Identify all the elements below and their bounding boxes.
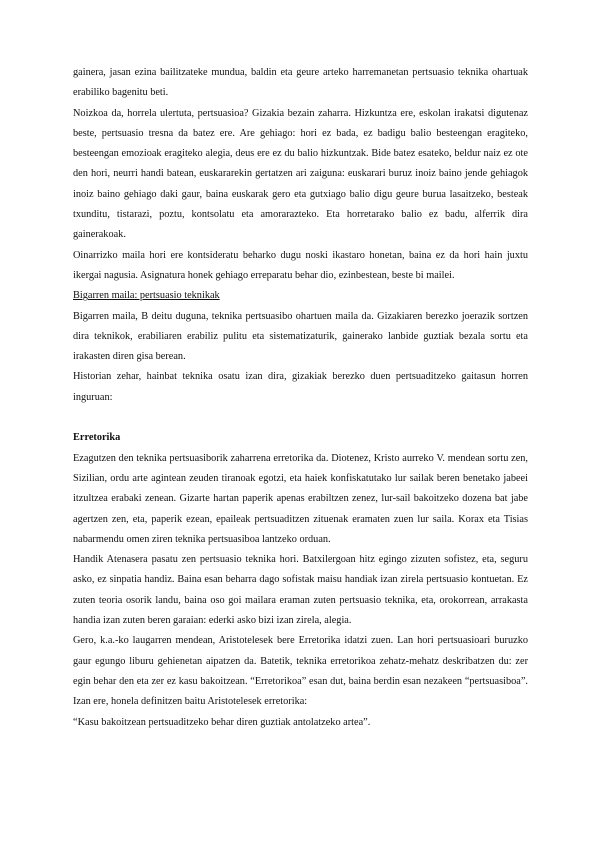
quotation: “Kasu bakoitzean pertsuaditzeko behar diren guztiak antolatzeko artea”. <box>73 716 371 728</box>
blank-line <box>73 408 528 428</box>
section-label: Bigarren maila: pertsuasio teknikak <box>73 290 220 302</box>
document-body <box>73 63 528 733</box>
paragraph: Oinarrizko maila hori ere kontsideratu beharko dugu noski ikastaro honetan, baina ez da hori hain juxtu ikergai nagusia. Asignatura honek gehiago erreparatu behar dio, ezinbestean, beste bi mailei. <box>73 249 528 281</box>
paragraph: Ezagutzen den teknika pertsuasiborik zaharrena erretorika da. Diotenez, Kristo aurreko V. mendean sortu zen, Sizilian, ordu arte agintean zeuden tiranoak egotzi, eta haiek konfiskatutako lur sailak beren benetako jabeei itzultzea erabaki zenean. Gizarte hartan paperik apenas erabiltzen zenez, lur-sail bakoitzeko dozena bat jabe agertzen zen, eta, paperik ezean, epaileak pertsuaditzen zituenak eramaten zuen lur saila. Korax eta Tisias nabarmendu omen ziren teknika pertsuasiboa lantzeko orduan. <box>73 452 528 545</box>
paragraph: Bigarren maila, B deitu duguna, teknika pertsuasibo ohartuen maila da. Gizakiaren berezko joerazik sortzen dira teknikok, erabiliaren erabiliz pulitu eta sistematizaturik, gainerako lanbide guztiak bezala sortu eta irakasten diren gisa berean. <box>73 310 528 363</box>
paragraph: Noizkoa da, horrela ulertuta, pertsuasioa? Gizakia bezain zaharra. Hizkuntza ere, eskolan irakatsi digutenaz beste, pertsuasio tresna da batez ere. Are gehiago: hori ez bada, ez badigu balio besteengan eragiteko, besteengan emozioak eragiteko alegia, deus ere ez du balio hizkuntzak. Bide batez esateko, beldur naiz ez ote den hori, neurri handi batean, euskararekin gertatzen ari zaiguna: euskarari buruz inoiz baino jende gehiagok inoiz baino gehiago daki gaur, baina euskarak gero eta gutxiago balio digu geure burua lasaitzeko, besteak txunditu, tistarazi, poztu, kontsolatu eta amorarazteko. Eta horretarako balio ez badu, alferrik dira gainerakoak. <box>73 107 528 241</box>
paragraph: Handik Atenasera pasatu zen pertsuasio teknika hori. Batxilergoan hitz egingo zizuten sofistez, eta, seguru asko, ez sinpatia handiz. Baina esan beharra dago sofistak maisu handiak izan zirela pertsuasio kontuetan. Ez zuten teoria osorik landu, baina oso goi mailara eraman zuten pertsuasio teknika, eta, orokorrean, arrakasta handia izan zuten beren garaian: ederki asko bizi izan zirela, alegia. <box>73 554 528 627</box>
paragraph: Historian zehar, hainbat teknika osatu izan dira, gizakiak berezko duen pertsuaditzeko gaitasun horren inguruan: <box>73 371 528 403</box>
paragraph: Gero, k.a.-ko laugarren mendean, Aristotelesek bere Erretorika idatzi zuen. Lan hori pertsuasioari buruzko gaur egungo liburu gehienetan aipatzen da. Batetik, teknika erretorikoa zehatz-mehatz deskribatzen du: zer egin behar den eta zer ez kasu bakoitzean. “Erretorikoa” esan dut, baina berdin esan nezakeen “pertsuasiboa”. Izan ere, honela definitzen baitu Aristotelesek erretorika: <box>73 635 528 708</box>
paragraph: gainera, jasan ezina bailitzateke mundua, baldin eta geure arteko harremanetan pertsuasio teknika ohartuak erabiliko bagenitu beti. <box>73 67 528 99</box>
section-heading: Erretorika <box>73 432 121 444</box>
